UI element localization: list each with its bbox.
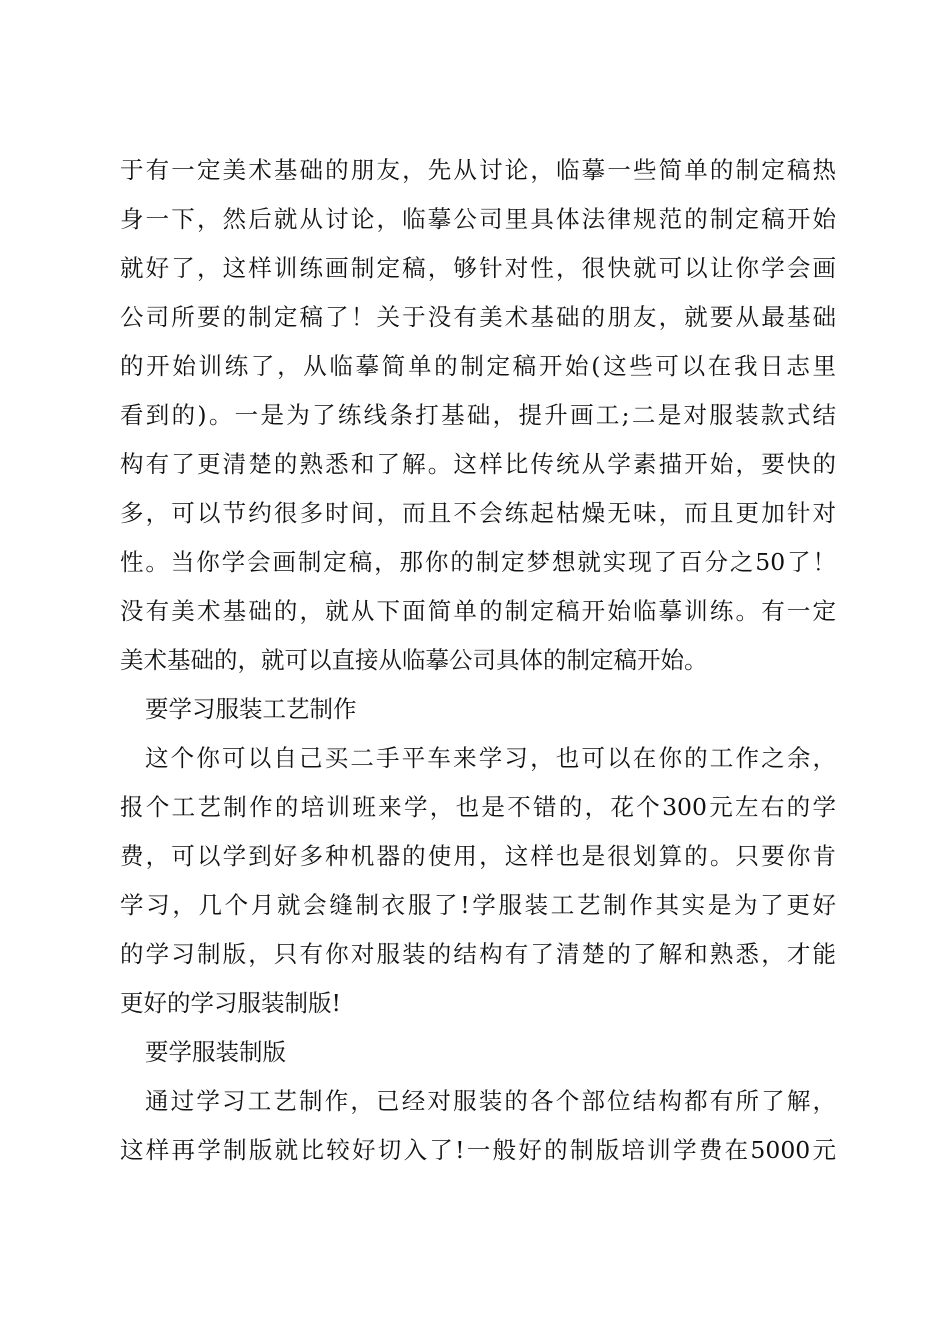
- text-line: 多，可以节约很多时间，而且不会练起枯燥无味，而且更加针对: [120, 499, 836, 527]
- text-line: 构有了更清楚的熟悉和了解。这样比传统从学素描开始，要快的: [120, 450, 836, 478]
- text-line: 就好了，这样训练画制定稿，够针对性，很快就可以让你学会画: [120, 254, 836, 282]
- text-line: 学习，几个月就会缝制衣服了!学服装工艺制作其实是为了更好: [120, 891, 836, 919]
- text-line: 这样再学制版就比较好切入了!一般好的制版培训学费在5000元: [120, 1136, 836, 1164]
- text-line: 身一下，然后就从讨论，临摹公司里具体法律规范的制定稿开始: [120, 205, 836, 233]
- text-line: 没有美术基础的，就从下面简单的制定稿开始临摹训练。有一定: [120, 597, 836, 625]
- paragraph-1: [120, 146, 836, 685]
- text-line: 的开始训练了，从临摹简单的制定稿开始(这些可以在我日志里: [120, 352, 836, 380]
- text-line: 更好的学习服装制版!: [120, 989, 341, 1017]
- paragraph-2: [120, 734, 836, 1028]
- text-line: 费，可以学到好多种机器的使用，这样也是很划算的。只要你肯: [120, 842, 836, 870]
- text-line: 通过学习工艺制作，已经对服装的各个部位结构都有所了解，: [145, 1087, 836, 1115]
- text-line: 这个你可以自己买二手平车来学习，也可以在你的工作之余，: [145, 744, 836, 772]
- text-line: 美术基础的，就可以直接从临摹公司具体的制定稿开始。: [120, 646, 708, 674]
- document-body: [120, 146, 836, 1175]
- text-line: 公司所要的制定稿了！关于没有美术基础的朋友，就要从最基础: [120, 303, 836, 331]
- paragraph-3: [120, 1077, 836, 1175]
- section-heading: 要学服装制版: [145, 1038, 286, 1066]
- section-heading: 要学习服装工艺制作: [145, 695, 357, 723]
- text-line: 于有一定美术基础的朋友，先从讨论，临摹一些简单的制定稿热: [120, 156, 836, 184]
- text-line: 看到的)。一是为了练线条打基础，提升画工;二是对服装款式结: [120, 401, 836, 429]
- text-line: 报个工艺制作的培训班来学，也是不错的，花个300元左右的学: [120, 793, 836, 821]
- text-line: 的学习制版，只有你对服装的结构有了清楚的了解和熟悉，才能: [120, 940, 836, 968]
- text-line: 性。当你学会画制定稿，那你的制定梦想就实现了百分之50了！: [120, 548, 836, 576]
